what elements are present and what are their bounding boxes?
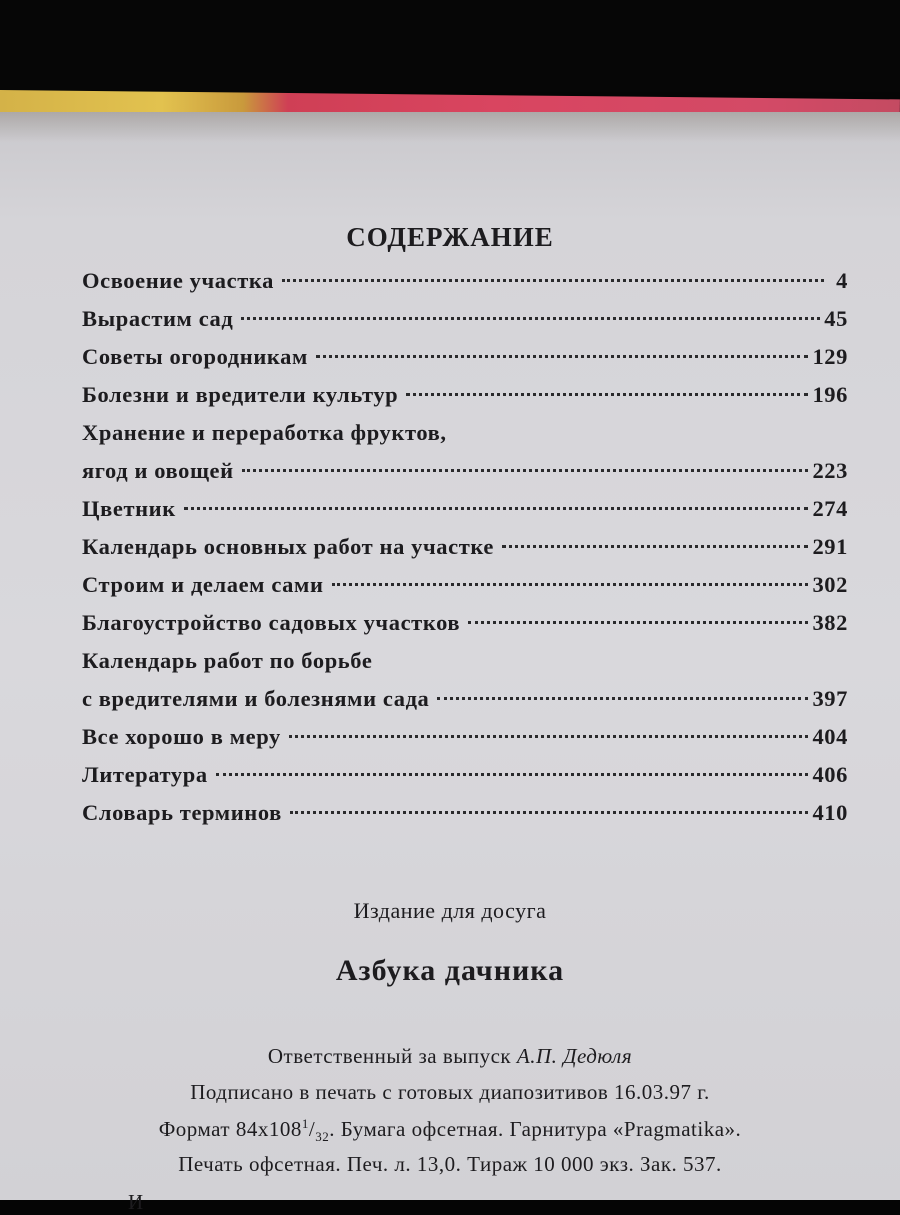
toc-entry: [82, 490, 848, 528]
toc-entry-page: 129: [812, 344, 848, 369]
toc-entry-label: Цветник: [82, 496, 176, 521]
book-title: Азбука дачника: [335, 954, 565, 987]
imprint-print-info: Печать офсетная. Печ. л. 13,0. Тираж 10 000 экз. Зак. 537.: [178, 1152, 722, 1176]
toc-entry-label: Вырастим сад: [82, 306, 234, 331]
dot-leader: [289, 735, 809, 738]
dot-leader: [468, 621, 808, 624]
table-of-contents: [82, 262, 848, 832]
toc-entry-label: Строим и делаем сами: [82, 572, 324, 597]
toc-entry-page: 382: [812, 610, 848, 635]
toc-entry-page: 406: [812, 762, 848, 787]
toc-entry-page: 274: [812, 496, 848, 521]
dot-leader: [242, 469, 809, 472]
toc-entry-label: Болезни и вредители культур: [82, 382, 399, 407]
format-prefix: Формат 84x108: [158, 1117, 302, 1141]
toc-entry-page: 410: [812, 800, 848, 825]
toc-entry-label: с вредителями и болезнями сада: [82, 686, 430, 711]
toc-entry: [82, 718, 848, 756]
toc-entry-page: 404: [812, 724, 848, 749]
toc-entry-label: Все хорошо в меру: [82, 724, 281, 749]
imprint-responsible: [0, 1044, 900, 1069]
toc-entry-label-line1: Хранение и переработка фруктов,: [82, 420, 447, 445]
toc-entry-page: 196: [812, 382, 848, 407]
toc-entry-page: 302: [812, 572, 848, 597]
toc-entry: [82, 566, 848, 604]
toc-entry: [82, 338, 848, 376]
toc-entry-label: Словарь терминов: [82, 800, 282, 825]
imprint-signed: Подписано в печать с готовых диапозитивов 16.03.97 г.: [190, 1080, 710, 1104]
toc-entry-label: Освоение участка: [82, 268, 274, 293]
dot-leader: [216, 773, 809, 776]
edition-note: Издание для досуга: [353, 898, 547, 923]
format-fraction-numerator: 1: [301, 1116, 309, 1131]
toc-entry-label: Литература: [82, 762, 208, 787]
dot-leader: [184, 507, 809, 510]
dot-leader: [502, 545, 808, 548]
toc-entry: [82, 642, 848, 718]
dot-leader: [241, 317, 820, 320]
format-suffix: . Бумага офсетная. Гарнитура «Pragmatika».: [329, 1117, 742, 1141]
dot-leader: [332, 583, 809, 586]
dot-leader: [290, 811, 809, 814]
toc-title: СОДЕРЖАНИЕ: [346, 222, 554, 252]
toc-entry-page: 4: [836, 268, 848, 293]
toc-entry: [82, 794, 848, 832]
format-fraction-denominator: 32: [315, 1129, 330, 1144]
toc-entry: [82, 528, 848, 566]
dot-leader: [282, 279, 824, 282]
imprint-format: Формат $84x108^1/_{32}$. Бумага офсетная. Гарнитура «Pragmatika».: [158, 1116, 742, 1144]
dot-leader: [437, 697, 808, 700]
background-top: [0, 0, 900, 92]
toc-entry-label: Благоустройство садовых участков: [82, 610, 461, 635]
toc-entry-label: Календарь основных работ на участке: [82, 534, 494, 559]
toc-entry-label: Советы огородникам: [82, 344, 308, 369]
toc-entry-label: ягод и овощей: [82, 458, 234, 483]
dot-leader: [316, 355, 809, 358]
responsible-label: Ответственный за выпуск: [267, 1044, 512, 1068]
dot-leader: [406, 393, 808, 396]
toc-entry-page: 45: [824, 306, 848, 331]
book-page: [0, 112, 900, 1214]
toc-entry-page: 397: [812, 686, 848, 711]
toc-entry: [82, 300, 848, 338]
responsible-name: А.П. Дедюля: [516, 1044, 633, 1068]
toc-entry-label-line1: Календарь работ по борьбе: [82, 648, 373, 673]
cut-off-text: И: [128, 1190, 144, 1214]
toc-entry-page: 223: [812, 458, 848, 483]
toc-entry: [82, 604, 848, 642]
toc-entry: [82, 262, 848, 300]
toc-entry: [82, 376, 848, 414]
toc-entry-page: 291: [812, 534, 848, 559]
toc-entry: [82, 414, 848, 490]
toc-entry: [82, 756, 848, 794]
